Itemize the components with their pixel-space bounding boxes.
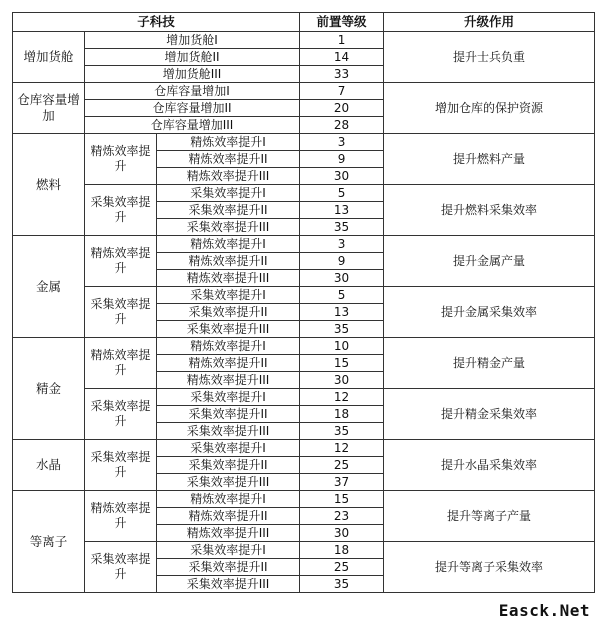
effect-cell: 提升燃料产量	[384, 134, 595, 185]
item-cell: 采集效率提升II	[157, 202, 300, 219]
category-cell: 仓库容量增加	[13, 83, 85, 134]
level-cell: 25	[300, 559, 384, 576]
level-cell: 35	[300, 219, 384, 236]
category-cell: 精金	[13, 338, 85, 440]
level-cell: 23	[300, 508, 384, 525]
item-cell: 精炼效率提升II	[157, 508, 300, 525]
effect-cell: 提升水晶采集效率	[384, 440, 595, 491]
item-cell: 采集效率提升I	[157, 542, 300, 559]
effect-cell: 提升精金产量	[384, 338, 595, 389]
level-cell: 28	[300, 117, 384, 134]
item-cell: 精炼效率提升III	[157, 270, 300, 287]
level-cell: 30	[300, 168, 384, 185]
level-cell: 3	[300, 236, 384, 253]
level-cell: 20	[300, 100, 384, 117]
tech-table	[12, 12, 595, 593]
category-cell: 燃料	[13, 134, 85, 236]
level-cell: 25	[300, 457, 384, 474]
item-cell: 仓库容量增加I	[85, 83, 300, 100]
item-cell: 精炼效率提升III	[157, 525, 300, 542]
item-cell: 精炼效率提升I	[157, 491, 300, 508]
level-cell: 7	[300, 83, 384, 100]
table-row	[13, 389, 595, 406]
category-cell: 等离子	[13, 491, 85, 593]
effect-cell: 提升燃料采集效率	[384, 185, 595, 236]
subgroup-cell: 采集效率提升	[85, 287, 157, 338]
category-cell: 水晶	[13, 440, 85, 491]
table-row	[13, 134, 595, 151]
item-cell: 采集效率提升II	[157, 406, 300, 423]
item-cell: 精炼效率提升I	[157, 134, 300, 151]
item-cell: 采集效率提升I	[157, 440, 300, 457]
level-cell: 15	[300, 355, 384, 372]
table-row	[13, 185, 595, 202]
subgroup-cell: 精炼效率提升	[85, 134, 157, 185]
level-cell: 30	[300, 372, 384, 389]
table-row	[13, 440, 595, 457]
effect-cell: 提升士兵负重	[384, 32, 595, 83]
item-cell: 精炼效率提升II	[157, 253, 300, 270]
level-cell: 35	[300, 321, 384, 338]
item-cell: 采集效率提升II	[157, 304, 300, 321]
table-row	[13, 32, 595, 49]
table-row	[13, 83, 595, 100]
level-cell: 35	[300, 576, 384, 593]
subgroup-cell: 采集效率提升	[85, 389, 157, 440]
item-cell: 采集效率提升II	[157, 457, 300, 474]
subgroup-cell: 精炼效率提升	[85, 491, 157, 542]
category-cell: 增加货舱	[13, 32, 85, 83]
level-cell: 14	[300, 49, 384, 66]
effect-cell: 提升等离子产量	[384, 491, 595, 542]
item-cell: 精炼效率提升III	[157, 168, 300, 185]
subgroup-cell: 采集效率提升	[85, 542, 157, 593]
item-cell: 精炼效率提升II	[157, 355, 300, 372]
effect-cell: 增加仓库的保护资源	[384, 83, 595, 134]
effect-cell: 提升金属采集效率	[384, 287, 595, 338]
table-row	[13, 236, 595, 253]
item-cell: 采集效率提升II	[157, 559, 300, 576]
level-cell: 33	[300, 66, 384, 83]
subgroup-cell: 精炼效率提升	[85, 236, 157, 287]
level-cell: 9	[300, 151, 384, 168]
item-cell: 采集效率提升III	[157, 321, 300, 338]
level-cell: 12	[300, 440, 384, 457]
subgroup-cell: 采集效率提升	[85, 185, 157, 236]
effect-cell: 提升等离子采集效率	[384, 542, 595, 593]
table-row	[13, 542, 595, 559]
level-cell: 13	[300, 304, 384, 321]
table-row	[13, 287, 595, 304]
watermark: Easck.Net	[498, 601, 590, 620]
item-cell: 精炼效率提升II	[157, 151, 300, 168]
item-cell: 采集效率提升III	[157, 219, 300, 236]
level-cell: 13	[300, 202, 384, 219]
header-sub-tech: 子科技	[13, 13, 300, 32]
item-cell: 仓库容量增加II	[85, 100, 300, 117]
item-cell: 精炼效率提升III	[157, 372, 300, 389]
item-cell: 增加货舱III	[85, 66, 300, 83]
level-cell: 30	[300, 270, 384, 287]
subgroup-cell: 采集效率提升	[85, 440, 157, 491]
effect-cell: 提升精金采集效率	[384, 389, 595, 440]
item-cell: 增加货舱II	[85, 49, 300, 66]
item-cell: 精炼效率提升I	[157, 338, 300, 355]
level-cell: 15	[300, 491, 384, 508]
table-header-row	[13, 13, 595, 32]
item-cell: 采集效率提升I	[157, 389, 300, 406]
item-cell: 精炼效率提升I	[157, 236, 300, 253]
table-body	[13, 32, 595, 593]
item-cell: 采集效率提升III	[157, 576, 300, 593]
item-cell: 采集效率提升III	[157, 474, 300, 491]
level-cell: 3	[300, 134, 384, 151]
category-cell: 金属	[13, 236, 85, 338]
header-effect: 升级作用	[384, 13, 595, 32]
level-cell: 12	[300, 389, 384, 406]
table-row	[13, 491, 595, 508]
level-cell: 10	[300, 338, 384, 355]
item-cell: 仓库容量增加III	[85, 117, 300, 134]
level-cell: 35	[300, 423, 384, 440]
level-cell: 18	[300, 542, 384, 559]
effect-cell: 提升金属产量	[384, 236, 595, 287]
level-cell: 5	[300, 185, 384, 202]
item-cell: 采集效率提升III	[157, 423, 300, 440]
level-cell: 18	[300, 406, 384, 423]
subgroup-cell: 精炼效率提升	[85, 338, 157, 389]
level-cell: 5	[300, 287, 384, 304]
level-cell: 30	[300, 525, 384, 542]
header-level: 前置等级	[300, 13, 384, 32]
item-cell: 增加货舱I	[85, 32, 300, 49]
level-cell: 1	[300, 32, 384, 49]
level-cell: 37	[300, 474, 384, 491]
item-cell: 采集效率提升I	[157, 185, 300, 202]
item-cell: 采集效率提升I	[157, 287, 300, 304]
level-cell: 9	[300, 253, 384, 270]
table-row	[13, 338, 595, 355]
